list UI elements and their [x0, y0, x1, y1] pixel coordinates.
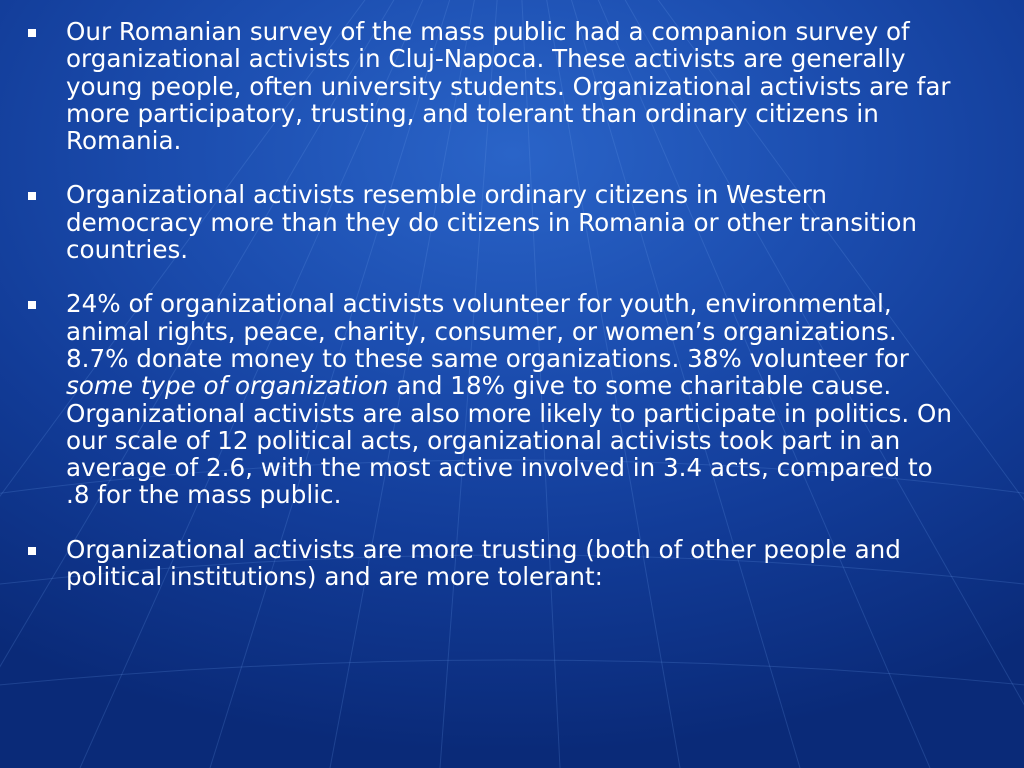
- bullet-text: Our Romanian survey of the mass public had a companion survey of organizational activists in Cluj-Napoca. These activists are generally young people, often university students. Organizational activists are far more participatory, trusting, and tolerant than ordinary citizens in Romania.: [66, 17, 951, 156]
- square-bullet-icon: [28, 547, 36, 555]
- list-item: [28, 290, 988, 508]
- list-item: [28, 18, 988, 154]
- bullet-list: [28, 18, 988, 617]
- list-item: [28, 181, 988, 263]
- square-bullet-icon: [28, 301, 36, 309]
- list-item: [28, 536, 988, 591]
- bullet-text: Organizational activists resemble ordinary citizens in Western democracy more than they do citizens in Romania or other transition countries.: [66, 180, 917, 265]
- bullet-text: [66, 290, 961, 508]
- bullet-text: Organizational activists are more trusting (both of other people and political institutions) and are more tolerant:: [66, 534, 901, 592]
- bullet-text-part: 24% of organizational activists volunteer for youth, environmental, animal rights, peace, charity, consumer, or women’s organizations. 8.7% donate money to these same organizations. 38% volunteer for: [66, 289, 909, 373]
- bullet-text-part: and 18% give to some charitable cause. Organizational activists are also more likely to participate in politics. On our scale of 12 political acts, organizational activists took part in an average of 2.6, with the most active involved in 3.4 acts, compared to .8 for the mass public.: [66, 371, 952, 510]
- square-bullet-icon: [28, 29, 36, 37]
- italic-phrase: some type of organization: [66, 371, 389, 401]
- square-bullet-icon: [28, 192, 36, 200]
